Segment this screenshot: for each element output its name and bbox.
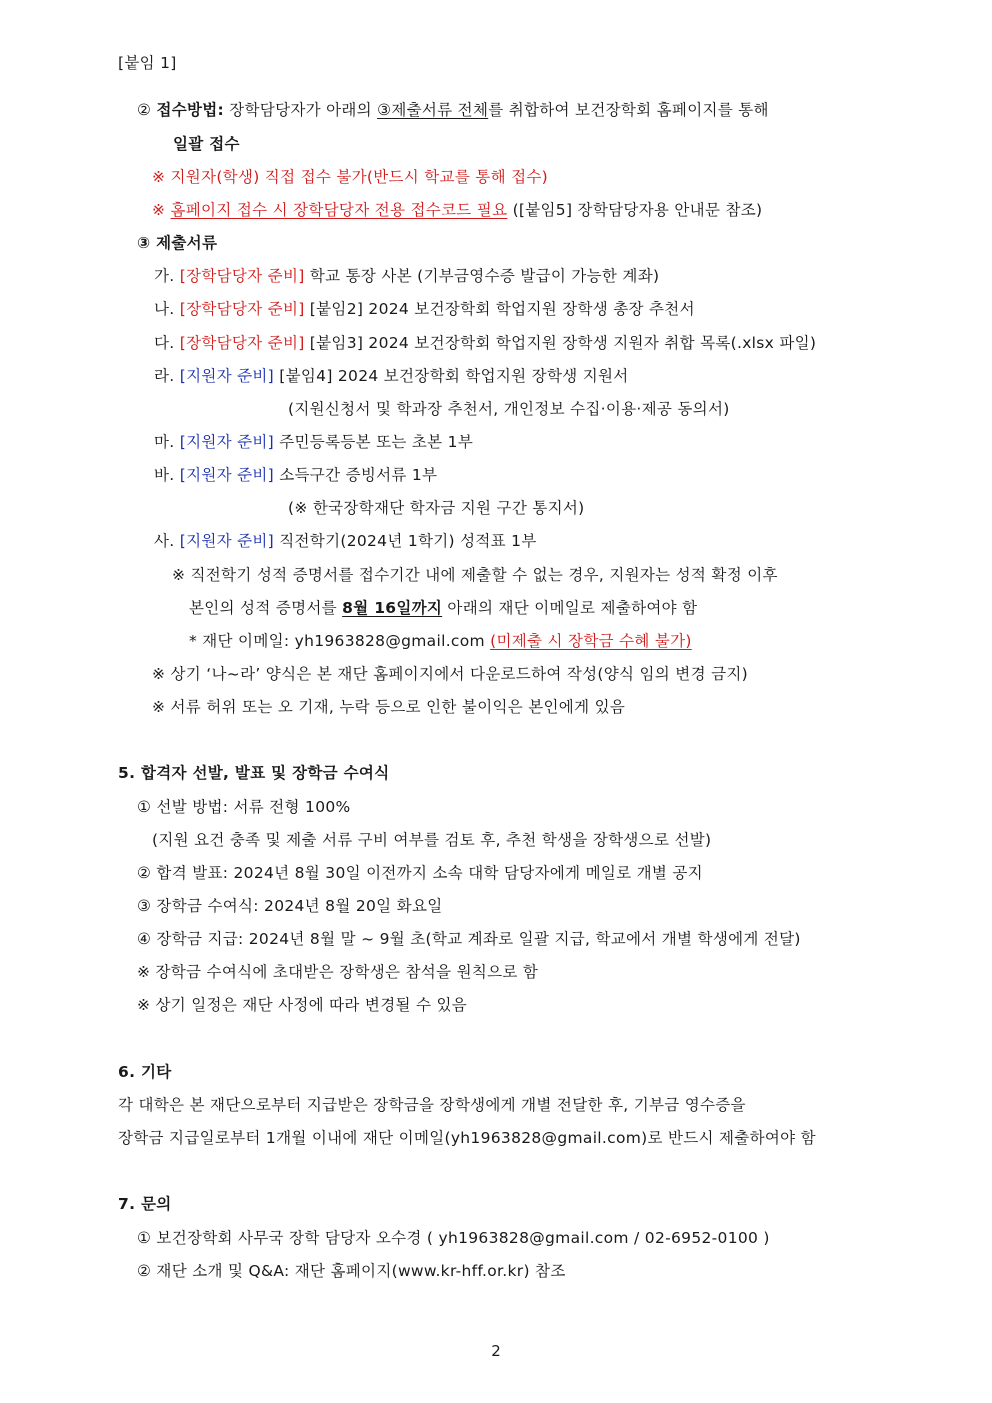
sec5-line-5: ④ 장학금 지급: 2024년 8월 말 ~ 9월 초(학교 계좌로 일괄 지급, 학교에서 개별 학생에게 전달) [137, 930, 801, 948]
doc-prefix: 가. [154, 267, 180, 285]
sec5-line-2: (지원 요건 충족 및 제출 서류 구비 여부를 검토 후, 추천 학생을 장학생으로 선발) [152, 831, 712, 849]
doc-tag: [지원자 준비] [179, 433, 275, 451]
attachment-header: [붙임 1] [118, 54, 177, 72]
receipt-text-1: 장학담당자가 아래의 [224, 101, 378, 119]
doc-item-ba [154, 465, 437, 485]
sec6-line-2: 장학금 지급일로부터 1개월 이내에 재단 이메일(yh1963828@gmail.com)로 반드시 제출하여야 함 [118, 1129, 816, 1147]
receipt-underline: ③제출서류 전체 [377, 101, 489, 119]
doc-text: 주민등록등본 또는 초본 1부 [274, 433, 474, 451]
sec5-line-1: ① 선발 방법: 서류 전형 100% [137, 798, 351, 816]
receipt-note-2 [152, 200, 762, 220]
doc-tag: [지원자 준비] [179, 532, 275, 550]
doc-tag: [지원자 준비] [179, 367, 275, 385]
receipt-note-2-underline: 홈페이지 접수 시 장학담당자 전용 접수코드 필요 [170, 201, 508, 219]
receipt-text-2: 를 취합하여 보건장학회 홈페이지를 통해 [488, 101, 769, 119]
doc-text: [붙임4] 2024 보건장학회 학업지원 장학생 지원서 [274, 367, 629, 385]
receipt-note-1: ※ 지원자(학생) 직접 접수 불가(반드시 학교를 통해 접수) [152, 168, 548, 186]
docs-title: ③ 제출서류 [137, 234, 218, 252]
email-line [189, 631, 692, 651]
receipt-method-line [137, 100, 769, 120]
doc-item-ma [154, 432, 473, 452]
grade-note-2a: 본인의 성적 증명서를 [189, 599, 343, 617]
sec6-line-1: 각 대학은 본 재단으로부터 지급받은 장학금을 장학생에게 개별 전달한 후, 기부금 영수증을 [118, 1096, 746, 1114]
doc-text: [붙임2] 2024 보건장학회 학업지원 장학생 총장 추천서 [304, 300, 695, 318]
section-5-title: 5. 합격자 선발, 발표 및 장학금 수여식 [118, 764, 390, 782]
email-warning: (미제출 시 장학금 수혜 불가) [490, 632, 692, 650]
receipt-note-2-mark: ※ [152, 201, 171, 219]
doc-prefix: 다. [154, 334, 180, 352]
doc-item-sa [154, 531, 537, 551]
doc-item-ba-sub: (※ 한국장학재단 학자금 지원 구간 통지서) [288, 499, 585, 517]
doc-text: 직전학기(2024년 1학기) 성적표 1부 [274, 532, 537, 550]
sec7-line-1: ① 보건장학회 사무국 장학 담당자 오수경 ( yh1963828@gmail.com / 02-6952-0100 ) [137, 1229, 770, 1247]
doc-text: 학교 통장 사본 (기부금영수증 발급이 가능한 계좌) [304, 267, 660, 285]
form-note: ※ 상기 ‘나~라’ 양식은 본 재단 홈페이지에서 다운로드하여 작성(양식 임의 변경 금지) [152, 665, 748, 683]
doc-item-ra-sub: (지원신청서 및 학과장 추천서, 개인정보 수집·이용·제공 동의서) [288, 400, 730, 418]
doc-text: 소득구간 증빙서류 1부 [274, 466, 438, 484]
doc-tag: [장학담당자 준비] [179, 267, 305, 285]
receipt-note-2-rest: ([붙임5] 장학담당자용 안내문 참조) [507, 201, 763, 219]
doc-tag: [장학담당자 준비] [179, 334, 305, 352]
false-note: ※ 서류 허위 또는 오 기재, 누락 등으로 인한 불이익은 본인에게 있음 [152, 698, 626, 716]
sec5-line-4: ③ 장학금 수여식: 2024년 8월 20일 화요일 [137, 897, 443, 915]
doc-prefix: 사. [154, 532, 180, 550]
doc-tag: [지원자 준비] [179, 466, 275, 484]
grade-note-2c: 아래의 재단 이메일로 제출하여야 함 [442, 599, 698, 617]
doc-item-da [154, 333, 816, 353]
doc-item-ra [154, 366, 629, 386]
doc-item-ga [154, 266, 659, 286]
sec5-line-7: ※ 상기 일정은 재단 사정에 따라 변경될 수 있음 [137, 996, 468, 1014]
sec5-line-6: ※ 장학금 수여식에 초대받은 장학생은 참석을 원칙으로 함 [137, 963, 539, 981]
grade-note-1: ※ 직전학기 성적 증명서를 접수기간 내에 제출할 수 없는 경우, 지원자는 성적 확정 이후 [172, 566, 778, 584]
receipt-label: 접수방법: [156, 101, 225, 119]
doc-prefix: 마. [154, 433, 180, 451]
doc-prefix: 바. [154, 466, 180, 484]
grade-note-2 [189, 598, 697, 618]
receipt-num: ② [137, 101, 152, 119]
doc-prefix: 나. [154, 300, 180, 318]
section-7-title: 7. 문의 [118, 1195, 172, 1213]
sec5-line-3: ② 합격 발표: 2024년 8월 30일 이전까지 소속 대학 담당자에게 메일로 개별 공지 [137, 864, 703, 882]
doc-tag: [장학담당자 준비] [179, 300, 305, 318]
page-number: 2 [491, 1342, 501, 1360]
doc-text: [붙임3] 2024 보건장학회 학업지원 장학생 지원자 취합 목록(.xlsx 파일) [304, 334, 817, 352]
doc-item-na [154, 299, 695, 319]
receipt-line-2: 일괄 접수 [173, 135, 240, 153]
doc-prefix: 라. [154, 367, 180, 385]
grade-deadline: 8월 16일까지 [342, 599, 443, 617]
sec7-line-2: ② 재단 소개 및 Q&A: 재단 홈페이지(www.kr-hff.or.kr) 참조 [137, 1262, 566, 1280]
section-6-title: 6. 기타 [118, 1063, 172, 1081]
email-text: * 재단 이메일: yh1963828@gmail.com [189, 632, 491, 650]
